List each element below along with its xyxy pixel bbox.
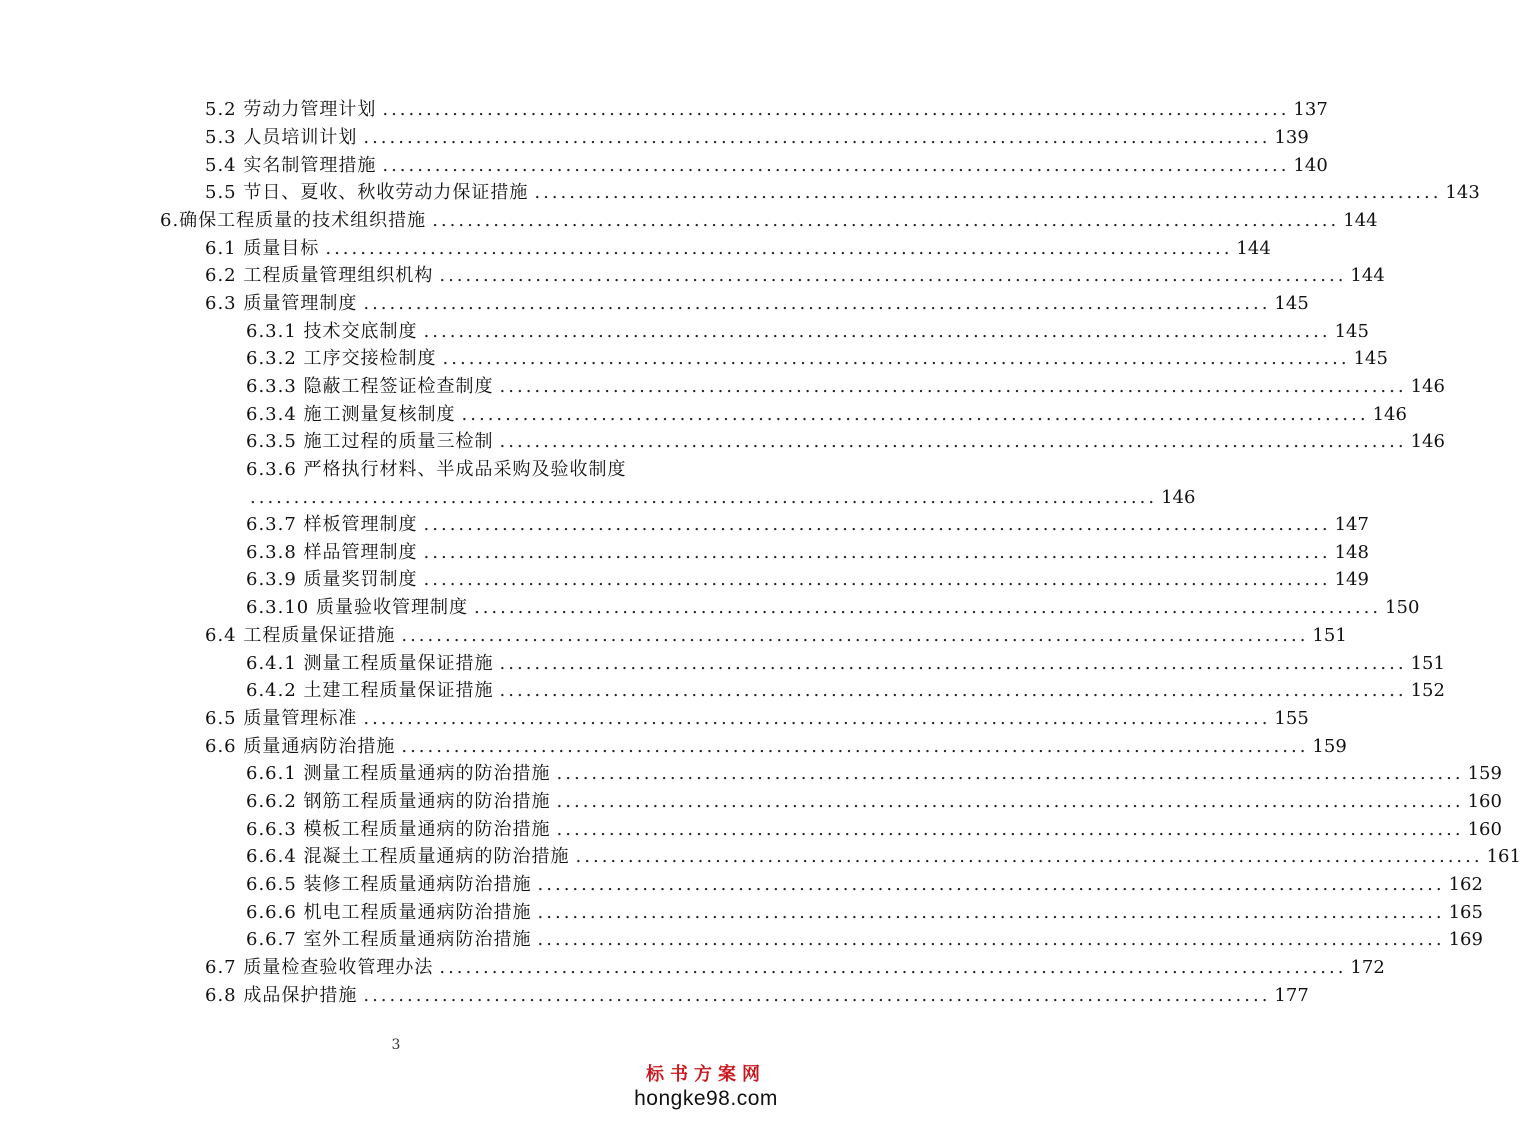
toc-entry[interactable] <box>205 705 1309 733</box>
toc-entry[interactable] <box>246 871 1483 899</box>
toc-page-number: 145 <box>1353 348 1388 369</box>
toc-page-number: 145 <box>1334 321 1369 342</box>
toc-row <box>0 650 1445 678</box>
toc-page-number: 159 <box>1467 763 1502 784</box>
dot-leader: ........................................................................................................ <box>556 791 1464 812</box>
toc-page-number: 144 <box>1343 210 1378 231</box>
toc-row <box>0 290 1309 318</box>
watermark-cn-text: 标书方案网 <box>646 1064 766 1085</box>
toc-entry[interactable] <box>246 539 1369 567</box>
toc-entry-title: 6.3.1 技术交底制度 <box>246 321 418 342</box>
toc-entry[interactable] <box>246 760 1502 788</box>
toc-entry-title: 6.8 成品保护措施 <box>205 985 358 1006</box>
dot-leader: ........................................................................................................ <box>461 404 1369 425</box>
toc-entry-title: 6.6.1 测量工程质量通病的防治措施 <box>246 763 551 784</box>
toc-page-number: 150 <box>1385 597 1420 618</box>
toc-page-number: 155 <box>1274 708 1309 729</box>
dot-leader: ........................................................................................................ <box>473 597 1382 618</box>
toc-entry[interactable] <box>205 290 1309 318</box>
toc-row <box>0 760 1502 788</box>
toc-entry-title: 5.2 劳动力管理计划 <box>205 99 377 120</box>
toc-entry-title: 6.3.10 质量验收管理制度 <box>246 597 468 618</box>
toc-row <box>0 733 1347 761</box>
toc-entry[interactable] <box>246 345 1388 373</box>
toc-entry-title: 6.6.2 钢筋工程质量通病的防治措施 <box>246 791 551 812</box>
toc-entry[interactable] <box>246 788 1502 816</box>
dot-leader: ........................................................................................................ <box>499 376 1407 397</box>
dot-leader: ........................................................................................................ <box>382 155 1290 176</box>
toc-row <box>0 539 1369 567</box>
toc-entry[interactable] <box>246 843 1521 871</box>
toc-row <box>0 899 1483 927</box>
toc-entry[interactable] <box>246 566 1369 594</box>
dot-leader: ........................................................................................................ <box>575 846 1483 867</box>
toc-page-number: 147 <box>1334 514 1369 535</box>
dot-leader: ........................................................................................................ <box>423 321 1331 342</box>
toc-entry-title: 6.6 质量通病防治措施 <box>205 736 396 757</box>
toc-page-number: 159 <box>1312 736 1347 757</box>
toc-row <box>0 566 1369 594</box>
toc-entry[interactable] <box>246 401 1407 429</box>
dot-leader: ........................................................................................................ <box>556 763 1464 784</box>
dot-leader: ........................................................................................................ <box>363 708 1271 729</box>
toc-page-number: 145 <box>1274 293 1309 314</box>
toc-entry-title: 5.3 人员培训计划 <box>205 127 358 148</box>
toc-page-number: 140 <box>1293 155 1328 176</box>
toc-row <box>0 179 1480 207</box>
toc-entry-title: 6.3.4 施工测量复核制度 <box>246 404 456 425</box>
toc-row <box>0 152 1328 180</box>
toc-entry-title: 6.6.3 模板工程质量通病的防治措施 <box>246 819 551 840</box>
toc-page-number: 161 <box>1486 846 1521 867</box>
toc-page-number: 162 <box>1448 874 1483 895</box>
toc-page-number: 160 <box>1467 791 1502 812</box>
toc-row-continuation <box>0 484 1196 512</box>
toc-entry[interactable] <box>246 511 1369 539</box>
dot-leader: ........................................................................................................ <box>499 431 1407 452</box>
toc-entry[interactable] <box>205 179 1480 207</box>
dot-leader: ........................................................................................................ <box>250 487 1158 508</box>
toc-page-number: 151 <box>1312 625 1347 646</box>
toc-entry[interactable] <box>205 262 1385 290</box>
toc-entry-title: 6.3.3 隐蔽工程签证检查制度 <box>246 376 494 397</box>
toc-entry-title: 6.6.7 室外工程质量通病防治措施 <box>246 929 532 950</box>
toc-entry[interactable] <box>246 677 1445 705</box>
page-number: 3 <box>391 1037 401 1053</box>
dot-leader: ........................................................................................................ <box>499 680 1407 701</box>
toc-page-number: 144 <box>1236 238 1271 259</box>
dot-leader: ........................................................................................................ <box>363 127 1271 148</box>
dot-leader: ........................................................................................................ <box>423 514 1331 535</box>
toc-page-number: 165 <box>1448 902 1483 923</box>
toc-row <box>0 677 1445 705</box>
toc-entry-title: 6.6.4 混凝土工程质量通病的防治措施 <box>246 846 570 867</box>
toc-entry-title: 6.3.7 样板管理制度 <box>246 514 418 535</box>
toc-row <box>0 318 1369 346</box>
toc-entry[interactable] <box>205 982 1309 1010</box>
dot-leader: ........................................................................................................ <box>363 293 1271 314</box>
toc-row <box>0 871 1483 899</box>
dot-leader: ........................................................................................................ <box>439 265 1347 286</box>
toc-page-number: 146 <box>1410 376 1445 397</box>
toc-row <box>0 926 1483 954</box>
dot-leader: ........................................................................................................ <box>325 238 1233 259</box>
toc-page-number: 139 <box>1274 127 1309 148</box>
toc-page-number: 151 <box>1410 653 1445 674</box>
toc-page-number: 146 <box>1161 487 1196 508</box>
dot-leader: ........................................................................................................ <box>537 902 1445 923</box>
dot-leader: ........................................................................................................ <box>401 625 1309 646</box>
toc-row <box>0 456 793 484</box>
toc-row <box>0 345 1388 373</box>
toc-entry[interactable] <box>205 733 1347 761</box>
dot-leader: ........................................................................................................ <box>423 569 1331 590</box>
toc-row <box>0 954 1385 982</box>
toc-entry[interactable] <box>246 594 1420 622</box>
toc-entry-title: 6.4.2 土建工程质量保证措施 <box>246 680 494 701</box>
dot-leader: ........................................................................................................ <box>499 653 1407 674</box>
toc-entry-title: 5.5 节日、夏收、秋收劳动力保证措施 <box>205 182 529 203</box>
dot-leader: ........................................................................................................ <box>439 957 1347 978</box>
toc-page-number: 148 <box>1334 542 1369 563</box>
toc-entry-title[interactable]: 6.3.6 严格执行材料、半成品采购及验收制度 <box>246 459 627 480</box>
toc-entry[interactable] <box>205 954 1385 982</box>
toc-entry-title: 6.1 质量目标 <box>205 238 320 259</box>
toc-entry-title: 6.6.5 装修工程质量通病防治措施 <box>246 874 532 895</box>
toc-entry[interactable] <box>246 318 1369 346</box>
toc-page-number: 177 <box>1274 985 1309 1006</box>
dot-leader: ........................................................................................................ <box>363 985 1271 1006</box>
toc-row <box>0 262 1385 290</box>
toc-page-number: 149 <box>1334 569 1369 590</box>
toc-entry[interactable] <box>205 235 1271 263</box>
toc-page-number: 144 <box>1350 265 1385 286</box>
toc-row <box>0 982 1309 1010</box>
toc-entry[interactable] <box>205 96 1328 124</box>
toc-page-number: 172 <box>1350 957 1385 978</box>
toc-entry[interactable] <box>160 207 1378 235</box>
toc-row <box>0 373 1445 401</box>
toc-page-number: 152 <box>1410 680 1445 701</box>
dot-leader: ........................................................................................................ <box>442 348 1350 369</box>
toc-page-number: 146 <box>1372 404 1407 425</box>
toc-entry[interactable] <box>246 899 1483 927</box>
toc-page-number: 169 <box>1448 929 1483 950</box>
toc-row <box>0 235 1271 263</box>
toc-row <box>0 622 1347 650</box>
toc-entry-title: 6.5 质量管理标准 <box>205 708 358 729</box>
dot-leader: ........................................................................................................ <box>537 874 1445 895</box>
toc-entry-title: 6.3.5 施工过程的质量三检制 <box>246 431 494 452</box>
toc-entry-title: 6.确保工程质量的技术组织措施 <box>160 210 427 231</box>
dot-leader: ........................................................................................................ <box>401 736 1309 757</box>
toc-page-number: 160 <box>1467 819 1502 840</box>
toc-entry-title: 6.3 质量管理制度 <box>205 293 358 314</box>
toc-entry-title: 6.2 工程质量管理组织机构 <box>205 265 434 286</box>
toc-entry[interactable] <box>246 373 1445 401</box>
toc-entry-title: 6.4 工程质量保证措施 <box>205 625 396 646</box>
toc-entry-title: 6.3.2 工序交接检制度 <box>246 348 437 369</box>
watermark-url-text: hongke98.com <box>634 1087 778 1110</box>
toc-row <box>0 428 1445 456</box>
toc-entry[interactable] <box>246 816 1502 844</box>
toc-entry-title: 6.4.1 测量工程质量保证措施 <box>246 653 494 674</box>
dot-leader: ........................................................................................................ <box>432 210 1340 231</box>
toc-row <box>0 511 1369 539</box>
toc-entry-title: 6.7 质量检查验收管理办法 <box>205 957 434 978</box>
toc-entry[interactable] <box>250 484 1196 512</box>
toc-row <box>0 207 1378 235</box>
toc-row <box>0 124 1309 152</box>
toc-entry[interactable] <box>246 428 1445 456</box>
toc-entry[interactable] <box>205 622 1347 650</box>
toc-entry-title: 6.3.8 样品管理制度 <box>246 542 418 563</box>
toc-entry[interactable] <box>246 926 1483 954</box>
toc-row <box>0 816 1502 844</box>
toc-row <box>0 96 1328 124</box>
toc-row <box>0 594 1420 622</box>
dot-leader: ........................................................................................................ <box>423 542 1331 563</box>
dot-leader: ........................................................................................................ <box>382 99 1290 120</box>
toc-entry[interactable] <box>205 152 1328 180</box>
toc-row <box>0 843 1521 871</box>
toc-page-number: 143 <box>1445 182 1480 203</box>
dot-leader: ........................................................................................................ <box>534 182 1442 203</box>
toc-page-number: 146 <box>1410 431 1445 452</box>
toc-row <box>0 401 1407 429</box>
dot-leader: ........................................................................................................ <box>537 929 1445 950</box>
toc-row <box>0 705 1309 733</box>
toc-entry[interactable] <box>246 650 1445 678</box>
toc-entry[interactable] <box>205 124 1309 152</box>
toc-entry-title: 5.4 实名制管理措施 <box>205 155 377 176</box>
toc-page-number: 137 <box>1293 99 1328 120</box>
dot-leader: ........................................................................................................ <box>556 819 1464 840</box>
toc-row <box>0 788 1502 816</box>
toc-entry-title: 6.3.9 质量奖罚制度 <box>246 569 418 590</box>
toc-entry-title: 6.6.6 机电工程质量通病防治措施 <box>246 902 532 923</box>
